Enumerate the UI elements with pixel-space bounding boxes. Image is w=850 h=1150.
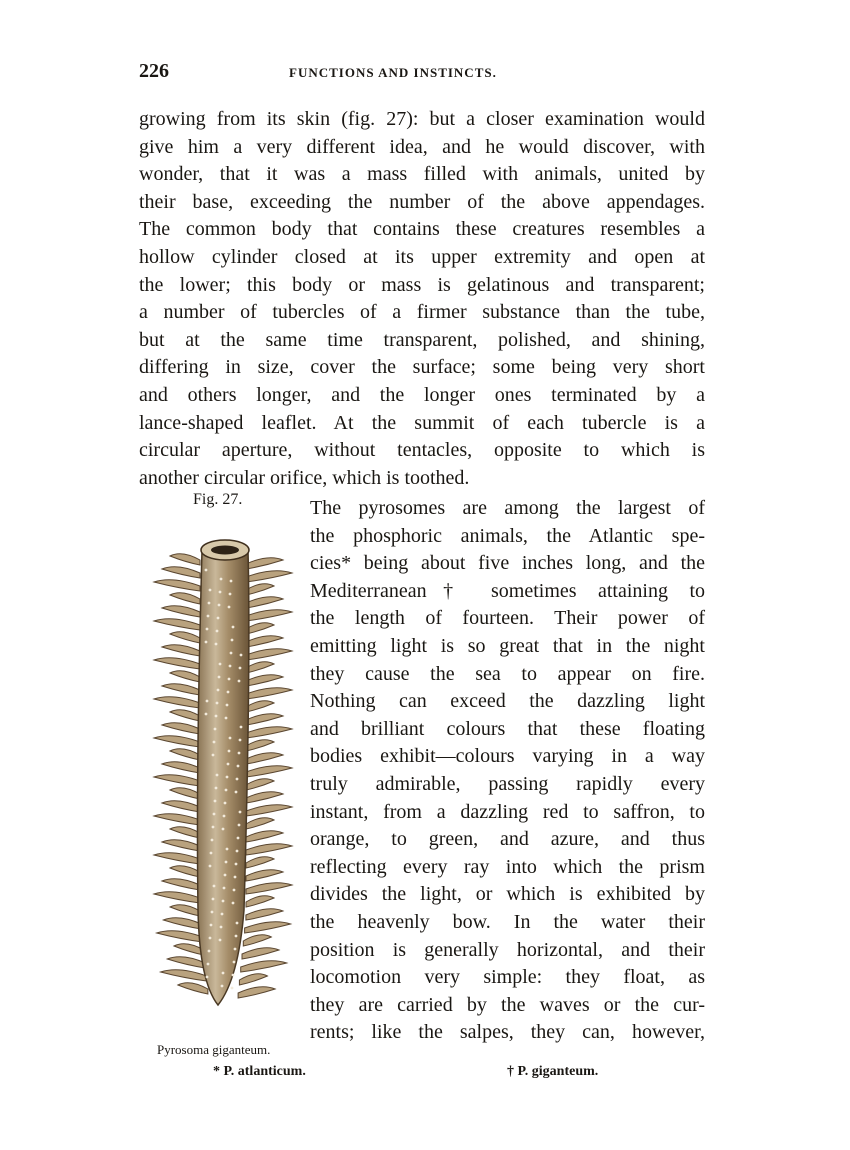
running-head: FUNCTIONS AND INSTINCTS. [289, 65, 497, 80]
pyrosoma-engraving [140, 510, 310, 1040]
page-header [139, 60, 705, 90]
text-line: The common body that contains these creatures resembles a [139, 218, 705, 241]
text-line: differing in size, cover the surface; some being very short [139, 356, 705, 379]
footnote-atlanticum: * P. atlanticum. [213, 1064, 306, 1079]
text-line: divides the light, or which is exhibited by [310, 883, 705, 906]
text-line: Mediterranean† sometimes attaining to [310, 579, 705, 602]
text-line: circular aperture, without tentacles, opposite to which is [139, 439, 705, 462]
text-line: position is generally horizontal, and their [310, 938, 705, 961]
text-line: bodies exhibit—colours varying in a way [310, 745, 705, 768]
text-line: they are carried by the waves or the cur- [310, 993, 705, 1016]
text-line: The pyrosomes are among the largest of [310, 497, 705, 519]
text-line: give him a very different idea, and he would discover, with [139, 135, 705, 158]
text-line: lance-shaped leaflet. At the summit of each tubercle is a [139, 411, 705, 434]
text-line: emitting light is so great that in the night [310, 634, 705, 657]
text-line: a number of tubercles of a firmer substance than the tube, [139, 301, 705, 324]
text-line: the phosphoric animals, the Atlantic spe- [310, 524, 705, 547]
text-line: Nothing can exceed the dazzling light [310, 690, 705, 713]
text-line: truly admirable, passing rapidly every [310, 772, 705, 795]
text-line: growing from its skin (fig. 27): but a closer examination would [139, 108, 705, 130]
footnotes [213, 1064, 653, 1086]
figure-label: Fig. 27. [193, 491, 243, 508]
text-line: and brilliant colours that these floating [310, 717, 705, 740]
text-line: but at the same time transparent, polished, and shining, [139, 328, 705, 351]
text-line: the heavenly bow. In the water their [310, 910, 705, 933]
page-number: 226 [139, 60, 169, 82]
figure-caption: Pyrosoma giganteum. [157, 1042, 271, 1057]
text-line: wonder, that it was a mass filled with animals, united by [139, 163, 705, 186]
text-line: the length of fourteen. Their power of [310, 607, 705, 630]
text-line: cies* being about five inches long, and the [310, 552, 705, 575]
text-line: reflecting every ray into which the prism [310, 855, 705, 878]
text-line: another circular orifice, which is toothed. [139, 466, 470, 489]
body-text-column [310, 495, 705, 1047]
text-line: and others longer, and the longer ones terminated by a [139, 383, 705, 406]
footnote-giganteum: † P. giganteum. [507, 1064, 599, 1079]
text-line: hollow cylinder closed at its upper extremity and open at [139, 245, 705, 268]
text-line: the lower; this body or mass is gelatinous and transparent; [139, 273, 705, 296]
text-line: instant, from a dazzling red to saffron, to [310, 800, 705, 823]
text-line: their base, exceeding the number of the above appendages. [139, 190, 705, 213]
text-line: locomotion very simple: they float, as [310, 966, 705, 989]
pyrosoma-illustration [140, 510, 310, 1040]
text-line: orange, to green, and azure, and thus [310, 828, 705, 851]
text-line: they cause the sea to appear on fire. [310, 662, 705, 685]
text-line: rents; like the salpes, they can, however, [310, 1021, 705, 1044]
body-text-full-width [139, 106, 705, 492]
